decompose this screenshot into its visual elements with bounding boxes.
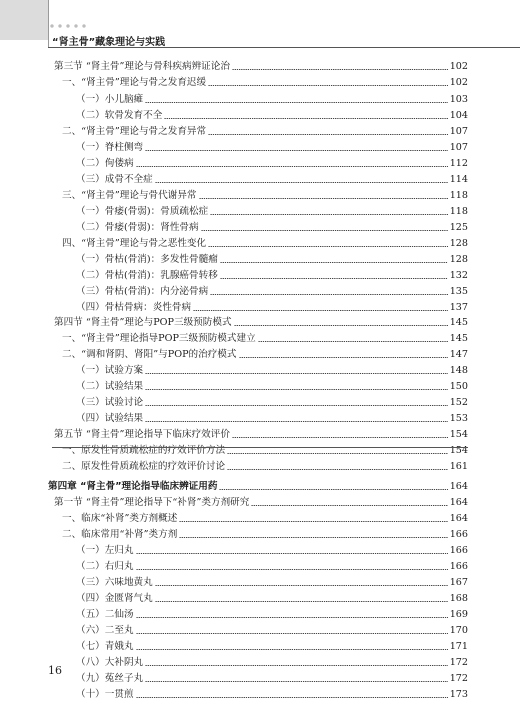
toc-entry bbox=[76, 360, 468, 376]
toc-entry-title: 第四节 “肾主骨”理论与POP三级预防模式 bbox=[54, 317, 232, 329]
toc-entry-title: 第三节 “肾主骨”理论与骨科疾病辨证论治 bbox=[54, 61, 230, 73]
toc-entry-page: 114 bbox=[449, 174, 468, 186]
toc-entry bbox=[76, 684, 468, 700]
toc-entry bbox=[76, 652, 468, 668]
toc-entry-title: （一）骨枯(骨消)：多发性骨髓瘤 bbox=[76, 254, 218, 266]
dot-leader bbox=[208, 85, 448, 86]
toc-entry-title: （二）佝偻病 bbox=[76, 158, 134, 170]
toc-entry bbox=[76, 540, 468, 556]
toc-entry-page: 128 bbox=[449, 238, 468, 250]
dot-leader bbox=[239, 357, 448, 358]
toc-entry-title: （二）试验结果 bbox=[76, 381, 144, 393]
toc-entry-title: （七）青娥丸 bbox=[76, 641, 134, 653]
toc-entry-page: 107 bbox=[449, 142, 468, 154]
toc-entry bbox=[54, 424, 468, 440]
toc-entry bbox=[76, 620, 468, 636]
toc-entry-page: 166 bbox=[449, 545, 468, 557]
toc-entry-title: （一）骨痿(骨弱)：骨质疏松症 bbox=[76, 206, 209, 218]
toc-entry-page: 161 bbox=[449, 461, 468, 473]
toc-entry-title: 二、原发性骨质疏松症的疗效评价讨论 bbox=[62, 461, 226, 473]
toc-entry-title: （四）金匮肾气丸 bbox=[76, 593, 153, 605]
toc-entry-page: 125 bbox=[449, 222, 468, 234]
toc-entry-page: 166 bbox=[449, 529, 468, 541]
dot-leader bbox=[193, 310, 448, 311]
toc-entry-title: 三、“肾主骨”理论与骨代谢异常 bbox=[62, 190, 197, 202]
toc-entry bbox=[62, 121, 468, 137]
dot-leader bbox=[136, 553, 448, 554]
toc-entry-title: （二）骨枯(骨消)：乳腺癌骨转移 bbox=[76, 270, 218, 282]
toc-entry-page: 154 bbox=[449, 429, 468, 441]
toc-entry-page: 153 bbox=[449, 413, 468, 425]
toc-entry-page: 118 bbox=[449, 206, 468, 218]
toc-entry bbox=[54, 312, 468, 328]
toc-entry-page: 164 bbox=[449, 481, 468, 493]
toc-entry-title: （一）小儿脑瘫 bbox=[76, 94, 144, 106]
toc-entry-page: 118 bbox=[449, 190, 468, 202]
toc-entry-page: 112 bbox=[449, 158, 468, 170]
toc-entry bbox=[76, 408, 468, 424]
toc-entry bbox=[76, 169, 468, 185]
toc-entry-page: 102 bbox=[449, 61, 468, 73]
toc-entry bbox=[76, 556, 468, 572]
toc-entry bbox=[76, 376, 468, 392]
dot-leader bbox=[136, 649, 448, 650]
dot-leader bbox=[179, 537, 447, 538]
toc-entry-page: 152 bbox=[449, 397, 468, 409]
toc-entry bbox=[76, 249, 468, 265]
toc-entry-page: 145 bbox=[449, 317, 468, 329]
toc-entry bbox=[48, 476, 468, 492]
toc-entry bbox=[76, 668, 468, 684]
dot-leader bbox=[136, 569, 448, 570]
toc-entry-title: （三）骨枯(骨消)：内分泌骨病 bbox=[76, 286, 209, 298]
toc-entry-title: 第一节 “肾主骨”理论指导下“补肾”类方剂研究 bbox=[54, 497, 250, 509]
toc-entry bbox=[62, 185, 468, 201]
dot-leader bbox=[155, 601, 448, 602]
dot-leader bbox=[145, 665, 448, 666]
toc-entry bbox=[62, 524, 468, 540]
dot-leader bbox=[220, 262, 448, 263]
dot-leader bbox=[145, 421, 448, 422]
toc-entry bbox=[62, 456, 468, 472]
toc-entry bbox=[62, 328, 468, 344]
toc-entry-page: 172 bbox=[449, 673, 468, 685]
toc-entry-page: 172 bbox=[449, 657, 468, 669]
toc-entry-title: （八）大补阴丸 bbox=[76, 657, 144, 669]
toc-entry-title: 一、原发性骨质疏松症的疗效评价方法 bbox=[62, 445, 226, 457]
toc-entry-page: 103 bbox=[449, 94, 468, 106]
dot-leader bbox=[145, 150, 448, 151]
dot-leader bbox=[155, 182, 448, 183]
dot-leader bbox=[136, 166, 448, 167]
toc-entry bbox=[76, 153, 468, 169]
dot-leader bbox=[234, 325, 448, 326]
toc-entry bbox=[62, 72, 468, 88]
toc-entry-title: 一、“肾主骨”理论与骨之发育迟缓 bbox=[62, 77, 207, 89]
toc-entry bbox=[76, 392, 468, 408]
dot-leader bbox=[210, 214, 447, 215]
toc-entry-page: 170 bbox=[449, 625, 468, 637]
toc-entry bbox=[76, 297, 468, 313]
toc-entry-title: （四）试验结果 bbox=[76, 413, 144, 425]
dot-leader bbox=[145, 373, 448, 374]
toc-entry-page: 164 bbox=[449, 513, 468, 525]
toc-entry bbox=[54, 56, 468, 72]
dot-leader bbox=[251, 505, 447, 506]
toc-entry-title: （一）试验方案 bbox=[76, 365, 144, 377]
toc-entry-title: 二、临床常用“补肾”类方剂 bbox=[62, 529, 178, 541]
dot-leader bbox=[136, 697, 448, 698]
toc-entry-title: 一、“肾主骨”理论指导POP三级预防模式建立 bbox=[62, 333, 256, 345]
toc-entry-title: 第五节 “肾主骨”理论指导下临床疗效评价 bbox=[54, 429, 230, 441]
toc-entry-page: 107 bbox=[449, 126, 468, 138]
toc-entry bbox=[76, 572, 468, 588]
toc-entry bbox=[76, 281, 468, 297]
toc-entry-title: 一、临床“补肾”类方剂概述 bbox=[62, 513, 178, 525]
chapter-divider bbox=[52, 447, 468, 448]
dot-leader bbox=[208, 246, 448, 247]
toc-entry-page: 132 bbox=[449, 270, 468, 282]
toc-entry-title: （一）左归丸 bbox=[76, 545, 134, 557]
toc-entry-page: 104 bbox=[449, 110, 468, 122]
dot-leader bbox=[155, 585, 448, 586]
dot-leader bbox=[145, 102, 448, 103]
toc-entry-title: （四）骨枯骨病：炎性骨病 bbox=[76, 302, 192, 314]
toc-entry bbox=[76, 201, 468, 217]
toc-entry-page: 150 bbox=[449, 381, 468, 393]
toc-entry bbox=[76, 137, 468, 153]
toc-entry-page: 173 bbox=[449, 689, 468, 701]
toc-entry-title: 第四章 “肾主骨”理论指导临床辨证用药 bbox=[48, 481, 218, 493]
toc-entry bbox=[76, 217, 468, 233]
toc-entry bbox=[62, 440, 468, 456]
toc-entry-page: 171 bbox=[449, 641, 468, 653]
toc-entry-title: （三）成骨不全症 bbox=[76, 174, 153, 186]
dot-leader bbox=[179, 521, 447, 522]
toc-entry-title: 二、“肾主骨”理论与骨之发育异常 bbox=[62, 126, 207, 138]
dot-leader bbox=[164, 118, 447, 119]
toc-entry-page: 169 bbox=[449, 609, 468, 621]
toc-entry-page: 128 bbox=[449, 254, 468, 266]
toc-entry bbox=[62, 344, 468, 360]
dot-leader bbox=[208, 134, 448, 135]
toc-entry bbox=[54, 492, 468, 508]
toc-entry-title: （一）脊柱侧弯 bbox=[76, 142, 144, 154]
toc-entry-page: 164 bbox=[449, 497, 468, 509]
dot-leader bbox=[232, 69, 448, 70]
dot-leader bbox=[136, 633, 448, 634]
dot-leader bbox=[227, 469, 448, 470]
toc-entry bbox=[76, 89, 468, 105]
toc-entry bbox=[76, 105, 468, 121]
toc-entry-page: 167 bbox=[449, 577, 468, 589]
toc-entry-title: （二）骨痿(骨弱)：肾性骨病 bbox=[76, 222, 199, 234]
toc-entry bbox=[62, 233, 468, 249]
dot-leader bbox=[199, 198, 448, 199]
toc-entry-page: 135 bbox=[449, 286, 468, 298]
toc-entry-title: （二）软骨发育不全 bbox=[76, 110, 163, 122]
toc-entry-title: （三）六味地黄丸 bbox=[76, 577, 153, 589]
toc-entry-title: （六）二至丸 bbox=[76, 625, 134, 637]
toc-entry bbox=[76, 265, 468, 281]
dot-leader bbox=[210, 294, 447, 295]
toc-entry-page: 102 bbox=[449, 77, 468, 89]
toc-entry bbox=[62, 508, 468, 524]
toc-entry-title: 二、“调和肾阴、肾阳”与POP的治疗模式 bbox=[62, 349, 237, 361]
dot-leader bbox=[145, 681, 448, 682]
dot-leader bbox=[258, 341, 448, 342]
toc-entry-page: 145 bbox=[449, 333, 468, 345]
toc-entry-page: 148 bbox=[449, 365, 468, 377]
toc-entry-title: 四、“肾主骨”理论与骨之恶性变化 bbox=[62, 238, 207, 250]
dot-leader bbox=[145, 405, 448, 406]
toc-entry-page: 154 bbox=[449, 445, 468, 457]
toc-entry-title: （十）一贯煎 bbox=[76, 689, 134, 701]
dot-leader bbox=[219, 489, 447, 490]
dot-leader bbox=[232, 437, 448, 438]
page-number: 16 bbox=[48, 664, 62, 677]
dot-leader bbox=[220, 278, 448, 279]
toc-entry bbox=[76, 636, 468, 652]
toc-entry-title: （三）试验讨论 bbox=[76, 397, 144, 409]
running-title: “肾主骨”藏象理论与实践 bbox=[52, 37, 166, 48]
toc-entry-page: 137 bbox=[449, 302, 468, 314]
dot-leader bbox=[145, 389, 448, 390]
toc-entry-title: （九）菟丝子丸 bbox=[76, 673, 144, 685]
toc-entry bbox=[76, 588, 468, 604]
toc-entry-page: 168 bbox=[449, 593, 468, 605]
toc-entry-page: 147 bbox=[449, 349, 468, 361]
toc-entry-page: 166 bbox=[449, 561, 468, 573]
toc-entry bbox=[76, 604, 468, 620]
toc-entry-title: （二）右归丸 bbox=[76, 561, 134, 573]
toc-entry-title: （五）二仙汤 bbox=[76, 609, 134, 621]
dot-leader bbox=[136, 617, 448, 618]
dot-leader bbox=[227, 453, 448, 454]
dot-leader bbox=[201, 230, 448, 231]
